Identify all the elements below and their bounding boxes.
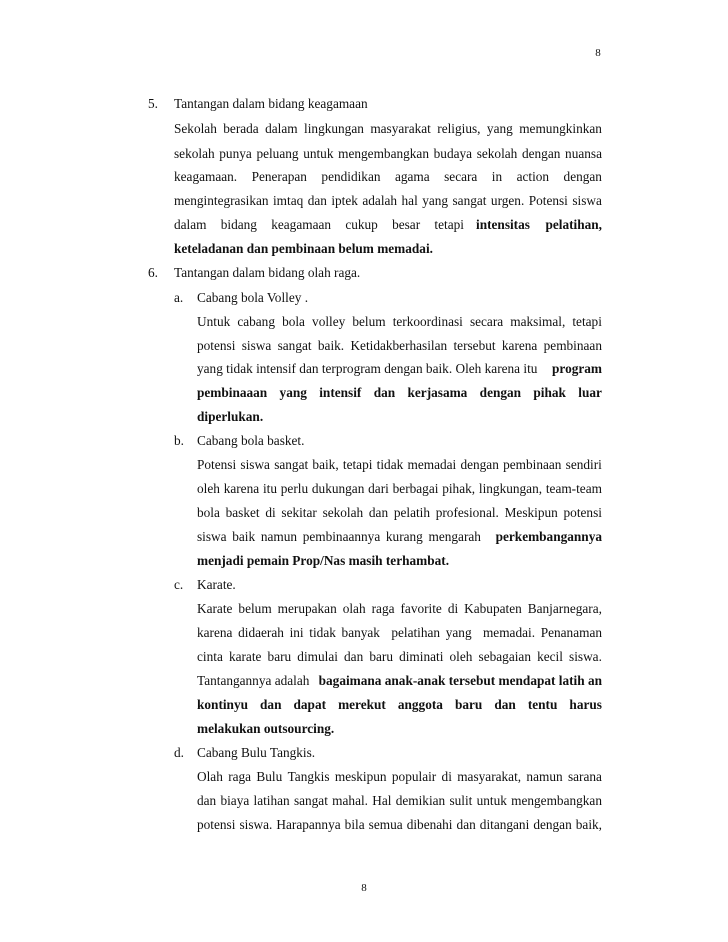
section-5-number: 5.	[148, 96, 158, 111]
sub-b-line-4-bold: perkembangannya	[495, 529, 602, 544]
sub-a-line-1: Untuk cabang bola volley belum terkoordinasi secara maksimal, tetapi	[197, 314, 602, 329]
sub-d-heading: Cabang Bulu Tangkis.	[197, 745, 316, 760]
sub-a-line-4-bold: pembinaaan yang intensif dan kerjasama dengan pihak luar	[197, 385, 602, 400]
section-5-line-1: Sekolah berada dalam lingkungan masyarakat religius, yang memungkinkan	[174, 121, 602, 136]
sub-c-letter: c.	[174, 577, 184, 592]
section-5-line-3: keagamaan. Penerapan pendidikan agama secara in action dengan	[174, 169, 602, 184]
sub-c-line-4-bold: bagaimana anak-anak tersebut mendapat latih an	[318, 673, 602, 688]
sub-b-line-1: Potensi siswa sangat baik, tetapi tidak memadai dengan pembinaan sendiri	[197, 457, 602, 472]
page-number-top: 8	[595, 47, 601, 59]
sub-b-heading: Cabang bola basket.	[197, 433, 305, 448]
sub-c-line-6-bold: melakukan outsourcing.	[197, 721, 335, 736]
section-5-line-6-bold: keteladanan dan pembinaan belum memadai.	[174, 241, 433, 256]
sub-b-line-4-text: siswa baik namun pembinaannya kurang mengarah	[197, 529, 481, 544]
sub-b-line-2: oleh karena itu perlu dukungan dari berbagai pihak, lingkungan, team-team	[197, 481, 602, 496]
sub-d-line-2: dan biaya latihan sangat mahal. Hal demikian sulit untuk mengembangkan	[197, 793, 602, 808]
sub-a-line-3-text: yang tidak intensif dan terprogram dengan baik. Oleh karena itu	[197, 361, 538, 376]
sub-c-line-5-bold: kontinyu dan dapat merekut anggota baru dan tentu harus	[197, 697, 602, 712]
sub-b-line-3: bola basket di sekitar sekolah dan pelatih profesional. Meskipun potensi	[197, 505, 602, 520]
section-5-line-5-bold: intensitas pelatihan,	[476, 217, 602, 232]
sub-a-line-3-bold: program	[552, 361, 602, 376]
sub-a-line-2: potensi siswa sangat baik. Ketidakberhasilan tersebut karena pembinaan	[197, 338, 602, 353]
sub-a-heading: Cabang bola Volley .	[197, 290, 309, 305]
sub-c-heading: Karate.	[197, 577, 236, 592]
sub-a-letter: a.	[174, 290, 184, 305]
section-5-line-5-text: dalam bidang keagamaan cukup besar tetapi	[174, 217, 464, 232]
section-5-line-2: sekolah punya peluang untuk mengembangkan budaya sekolah dengan nuansa	[174, 146, 602, 161]
sub-c-line-2: karena didaerah ini tidak banyak pelatihan yang memadai. Penanaman	[197, 625, 602, 640]
sub-d-line-1: Olah raga Bulu Tangkis meskipun populair di masyarakat, namun sarana	[197, 769, 602, 784]
section-6-number: 6.	[148, 265, 158, 280]
section-5-line-4: mengintegrasikan imtaq dan iptek adalah hal yang sangat urgen. Potensi siswa	[174, 193, 602, 208]
sub-d-letter: d.	[174, 745, 184, 760]
sub-a-line-5-bold: diperlukan.	[197, 409, 264, 424]
section-5-heading: Tantangan dalam bidang keagamaan	[174, 96, 368, 111]
sub-b-line-5-bold: menjadi pemain Prop/Nas masih terhambat.	[197, 553, 450, 568]
page-number-bottom: 8	[361, 882, 367, 894]
sub-c-line-3: cinta karate baru dimulai dan baru diminati oleh sebagaian kecil siswa.	[197, 649, 602, 664]
sub-d-line-3: potensi siswa. Harapannya bila semua dibenahi dan ditangani dengan baik,	[197, 817, 602, 832]
sub-c-line-4-text: Tantangannya adalah	[197, 673, 310, 688]
sub-c-line-1: Karate belum merupakan olah raga favorite di Kabupaten Banjarnegara,	[197, 601, 602, 616]
sub-b-letter: b.	[174, 433, 184, 448]
section-6-heading: Tantangan dalam bidang olah raga.	[174, 265, 361, 280]
